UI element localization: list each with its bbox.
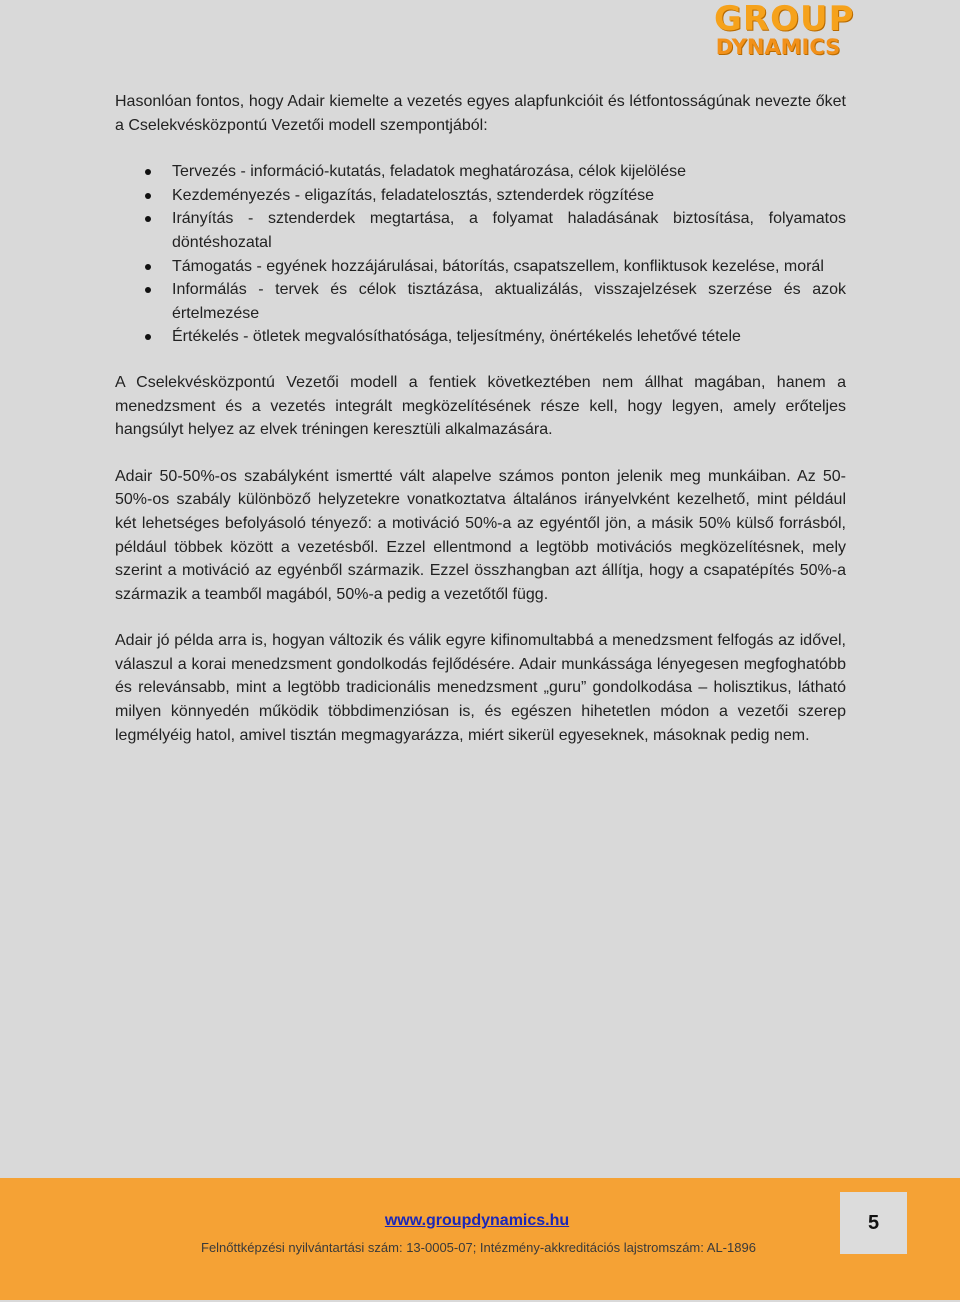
list-item: Értékelés - ötletek megvalósíthatósága, teljesítmény, önértékelés lehetővé tétele bbox=[115, 325, 846, 349]
body-paragraph: Adair jó példa arra is, hogyan változik és válik egyre kifinomultabbá a menedzsment felfogás az idővel, válaszul a korai menedzsment gondolkodás fejlődésére. Adair munkássága lényegesen megfoghatóbb és relevánsabb, mint a legtöbb tradicionális menedzsment „guru” gondolkodása – holisztikus, látható milyen könnyedén működik többdimenziósan is, és egészen hihetetlen módon a vezetői szerep legmélyéig hatol, amivel tisztán megmagyarázza, miért sikerül egyeseknek, másoknak pedig nem. bbox=[115, 632, 846, 744]
list-item: Informálás - tervek és célok tisztázása, aktualizálás, visszajelzések szerzése és azok értelmezése bbox=[115, 278, 846, 325]
page-content bbox=[115, 90, 846, 747]
page-number: 5 bbox=[840, 1192, 907, 1254]
list-item: Kezdeményezés - eligazítás, feladatelosztás, sztenderdek rögzítése bbox=[115, 184, 846, 208]
list-item: Tervezés - információ-kutatás, feladatok meghatározása, célok kijelölése bbox=[115, 160, 846, 184]
group-dynamics-logo bbox=[714, 0, 855, 59]
body-paragraph: Adair 50-50%-os szabályként ismertté vált alapelve számos ponton jelenik meg munkáiban. Az 50-50%-os szabály különböző helyzetekre vonatkoztatva általános irányelvként kezelhető, mint például két lehetséges befolyásoló tényező: a motiváció 50%-a az egyéntől jön, a másik 50% külső forrásból, például többek között a vezetésből. Ezzel ellentmond a legtöbb motivációs megközelítésnek, mely szerint a motiváció az egyénből származik. Ezzel összhangban azt állítja, hogy a csapatépítés 50%-a származik a teamből magából, 50%-a pedig a vezetőtől függ. bbox=[115, 467, 846, 603]
website-link[interactable]: www.groupdynamics.hu bbox=[384, 1212, 570, 1229]
body-paragraph: A Cselekvésközpontú Vezetői modell a fentiek következtében nem állhat magában, hanem a menedzsment és a vezetés integrált megközelítésének része kell, hogy legyen, amely erőteljes hangsúlyt helyez az elvek tréningen keresztüli alkalmazására. bbox=[115, 373, 846, 439]
page-footer bbox=[0, 1178, 960, 1300]
leadership-functions-list bbox=[115, 160, 846, 349]
registration-info: Felnőttképzési nyilvántartási szám: 13-0005-07; Intézmény-akkreditációs lajstromszám: AL-1896 bbox=[201, 1240, 756, 1255]
logo-word-dynamics: DYNAMICS bbox=[715, 35, 841, 59]
list-item: Irányítás - sztenderdek megtartása, a folyamat haladásának biztosítása, folyamatos döntéshozatal bbox=[115, 207, 846, 254]
logo-word-group: GROUP bbox=[714, 0, 855, 39]
intro-paragraph: Hasonlóan fontos, hogy Adair kiemelte a vezetés egyes alapfunkcióit és létfontosságúnak nevezte őket a Cselekvésközpontú Vezetői modell szempontjából: bbox=[115, 93, 846, 134]
list-item: Támogatás - egyének hozzájárulásai, bátorítás, csapatszellem, konfliktusok kezelése, morál bbox=[115, 255, 846, 279]
